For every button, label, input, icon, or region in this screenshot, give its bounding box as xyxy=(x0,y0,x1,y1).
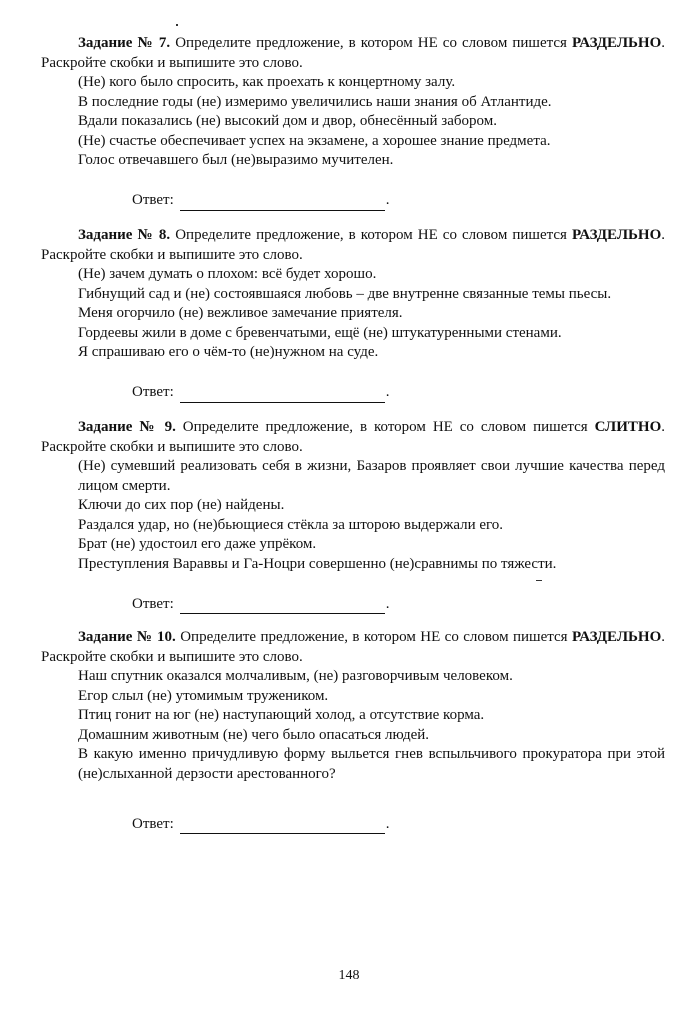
sentence: (Не) счастье обеспечивает успех на экзамене, а хорошее знание предмета. xyxy=(78,132,551,149)
task-label: Задание № 8. xyxy=(78,227,171,243)
answer-row xyxy=(132,594,665,614)
answer-row xyxy=(132,191,665,211)
task-instruction-end: . Раскройте скобки и выпишите это слово. xyxy=(41,629,665,665)
task-instruction-end: . Раскройте скобки и выпишите это слово. xyxy=(41,227,665,263)
sentence: В какую именно причудливую форму выльется гнев вспыльчивого прокуратора при этой (не)слыханной дерзости арестованного? xyxy=(78,746,665,782)
sentence: Наш спутник оказался молчаливым, (не) разговорчивым человеком. xyxy=(78,668,513,684)
task-keyword: РАЗДЕЛЬНО xyxy=(571,629,662,645)
sentence-list xyxy=(41,457,665,574)
sentence: Птиц гонит на юг (не) наступающий холод, а отсутствие корма. xyxy=(78,707,485,723)
task-instruction: Определите предложение, в котором НЕ со словом пишется xyxy=(175,419,595,435)
sentence: Голос отвечавшего был (не)выразимо мучителен. xyxy=(78,152,394,168)
task-label: Задание № 7. xyxy=(78,35,171,51)
sentence-list xyxy=(41,73,665,171)
answer-blank[interactable] xyxy=(180,196,385,211)
task-label: Задание № 9. xyxy=(78,419,176,435)
sentence: Вдали показались (не) высокий дом и двор, обнесённый забором. xyxy=(78,113,497,129)
answer-dot: . xyxy=(385,595,390,612)
sentence: (Не) зачем думать о плохом: всё будет хорошо. xyxy=(78,266,377,282)
sentence: Домашним животным (не) чего было опасаться людей. xyxy=(78,726,430,743)
sentence: Гибнущий сад и (не) состоявшаяся любовь – две внутренне связанные темы пьесы. xyxy=(78,285,612,302)
task-heading xyxy=(41,418,665,457)
task-heading xyxy=(41,226,665,265)
task-instruction: Определите предложение, в котором НЕ со словом пишется xyxy=(170,35,572,51)
answer-dot: . xyxy=(385,815,390,832)
task-instruction-end: . Раскройте скобки и выпишите это слово. xyxy=(41,419,665,455)
sentence: (Не) сумевший реализовать себя в жизни, Базаров проявляет свои лучшие качества перед лицом смерти. xyxy=(78,458,665,494)
answer-label: Ответ: xyxy=(132,384,174,400)
sentence-list xyxy=(41,667,665,784)
sentence: (Не) кого было спросить, как проехать к концертному залу. xyxy=(78,74,456,90)
sentence: В последние годы (не) измеримо увеличились наши знания об Атлантиде. xyxy=(78,93,552,110)
sentence: Ключи до сих пор (не) найдены. xyxy=(78,497,285,513)
task-instruction: Определите предложение, в котором НЕ со словом пишется xyxy=(175,629,572,645)
task-instruction: Определите предложение, в котором НЕ со словом пишется xyxy=(170,227,572,243)
sentence: Преступления Вараввы и Га-Ноцри совершенно (не)сравнимы по тяжести. xyxy=(78,555,557,572)
task-9 xyxy=(41,418,665,614)
task-keyword: РАЗДЕЛЬНО xyxy=(571,35,662,51)
sentence-list xyxy=(41,265,665,363)
task-heading xyxy=(41,34,665,73)
task-label: Задание № 10. xyxy=(78,629,176,645)
answer-dot: . xyxy=(385,384,390,400)
sentence: Меня огорчило (не) вежливое замечание приятеля. xyxy=(78,305,403,321)
scan-speck xyxy=(536,580,542,581)
task-keyword: РАЗДЕЛЬНО xyxy=(571,227,662,243)
answer-row xyxy=(132,814,665,834)
sentence: Гордеевы жили в доме с бревенчатыми, ещё (не) штукатуренными стенами. xyxy=(78,324,562,341)
sentence: Раздался удар, но (не)бьющиеся стёкла за шторою выдержали его. xyxy=(78,516,504,533)
sentence: Я спрашиваю его о чём-то (не)нужном на суде. xyxy=(78,344,379,360)
task-instruction-end: . Раскройте скобки и выпишите это слово. xyxy=(41,35,665,71)
answer-label: Ответ: xyxy=(132,595,174,612)
answer-blank[interactable] xyxy=(180,599,385,614)
answer-dot: . xyxy=(385,192,390,208)
sentence: Егор слыл (не) утомимым тружеником. xyxy=(78,687,329,704)
answer-label: Ответ: xyxy=(132,192,174,208)
page-number: 148 xyxy=(338,968,360,983)
answer-row xyxy=(132,383,665,403)
scan-speck xyxy=(176,24,178,26)
answer-blank[interactable] xyxy=(180,388,385,403)
task-keyword: СЛИТНО xyxy=(594,419,662,435)
task-7 xyxy=(41,34,665,211)
answer-label: Ответ: xyxy=(132,815,174,832)
answer-blank[interactable] xyxy=(180,819,385,834)
task-8 xyxy=(41,226,665,403)
task-heading xyxy=(41,628,665,667)
sentence: Брат (не) удостоил его даже упрёком. xyxy=(78,536,317,552)
task-10 xyxy=(41,628,665,834)
